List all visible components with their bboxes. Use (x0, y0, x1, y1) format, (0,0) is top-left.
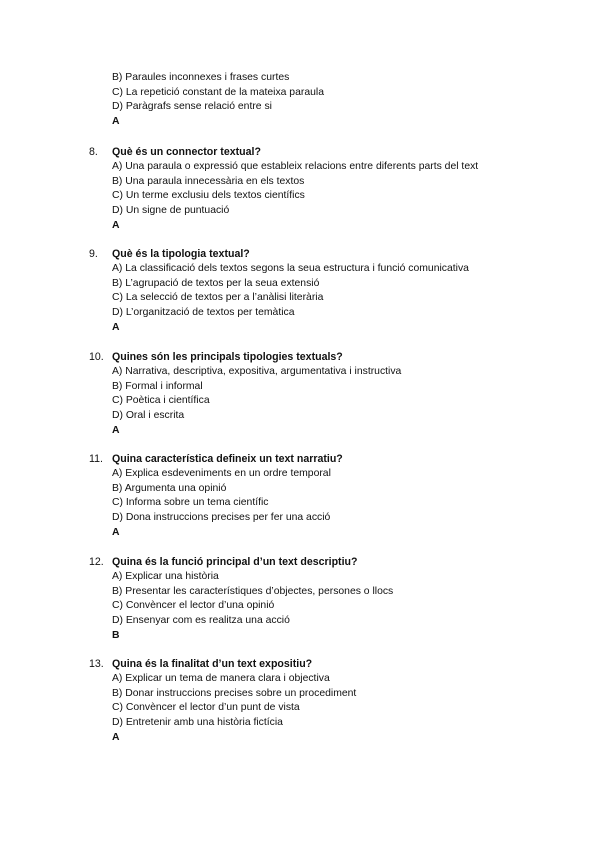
question-text: Què és un connector textual? (112, 146, 261, 158)
question-text: Quina és la finalitat d’un text expositiu? (112, 658, 313, 670)
question-heading (89, 350, 569, 365)
answer: A (112, 116, 120, 128)
question-number: 13. (89, 658, 104, 670)
option: A) La classificació dels textos segons la seua estructura i funció comunicativa (112, 263, 469, 274)
question-number: 12. (89, 556, 104, 568)
option: B) Una paraula innecessària en els textos (112, 175, 305, 187)
option: D) Un signe de puntuació (112, 205, 230, 217)
option-list (112, 365, 569, 438)
option: D) Ensenyar com es realitza una acció (112, 615, 290, 627)
option: A) Explicar una història (112, 571, 219, 582)
question-number: 8. (89, 146, 98, 158)
option: A) Narrativa, descriptiva, expositiva, argumentativa i instructiva (112, 366, 402, 377)
question-text: Quina és la funció principal d’un text descriptiu? (112, 556, 358, 568)
option: B) Donar instruccions precises sobre un procediment (112, 687, 357, 699)
option-list (112, 672, 569, 745)
option: C) Poètica i científica (112, 395, 210, 407)
option: C) Convèncer el lector d’una opinió (112, 600, 275, 612)
question-text: Quina característica defineix un text narratiu? (112, 453, 343, 465)
option: C) La selecció de textos per a l’anàlisi literària (112, 292, 324, 304)
option: D) Oral i escrita (112, 410, 185, 422)
question-heading (89, 555, 569, 570)
question-9 (89, 247, 569, 335)
option: A) Una paraula o expressió que estableix relacions entre diferents parts del text (112, 161, 479, 172)
question-heading (89, 452, 569, 467)
option: C) La repetició constant de la mateixa paraula (112, 86, 324, 98)
option: A) Explica esdeveniments en un ordre temporal (112, 468, 331, 479)
option: B) L’agrupació de textos per la seua extensió (112, 277, 320, 289)
option: D) L’organització de textos per temàtica (112, 307, 295, 319)
option: D) Paràgrafs sense relació entre si (112, 101, 272, 113)
option-list (112, 262, 569, 335)
option-list (112, 160, 569, 233)
option: C) Convèncer el lector d’un punt de vista (112, 702, 300, 714)
question-text: Quines són les principals tipologies textuals? (112, 351, 343, 363)
option-list (112, 467, 569, 540)
answer: A (112, 526, 120, 538)
question-13 (89, 657, 569, 745)
question-text: Què és la tipologia textual? (112, 248, 250, 260)
option: A) Explicar un tema de manera clara i objectiva (112, 673, 330, 684)
question-heading (89, 145, 569, 160)
answer: A (112, 219, 120, 231)
question-12 (89, 555, 569, 643)
answer: A (112, 424, 120, 436)
option: B) Paraules inconnexes i frases curtes (112, 72, 290, 83)
option: B) Argumenta una opinió (112, 482, 227, 494)
answer: B (112, 629, 120, 641)
question-11 (89, 452, 569, 540)
question-heading (89, 247, 569, 262)
answer: A (112, 321, 120, 333)
question-number: 10. (89, 351, 104, 363)
option: B) Presentar les característiques d’objectes, persones o llocs (112, 585, 394, 597)
question-heading (89, 657, 569, 672)
option: C) Informa sobre un tema científic (112, 497, 269, 509)
option: D) Dona instruccions precises per fer una acció (112, 512, 331, 524)
option-list (112, 570, 569, 643)
option: C) Un terme exclusiu dels textos científics (112, 190, 305, 202)
option: B) Formal i informal (112, 380, 203, 392)
question-number: 9. (89, 248, 98, 260)
answer: A (112, 731, 120, 743)
option: D) Entretenir amb una història fictícia (112, 717, 283, 729)
question-8 (89, 145, 569, 233)
question-number: 11. (89, 453, 103, 465)
previous-question-continuation (112, 71, 324, 130)
question-10 (89, 350, 569, 438)
